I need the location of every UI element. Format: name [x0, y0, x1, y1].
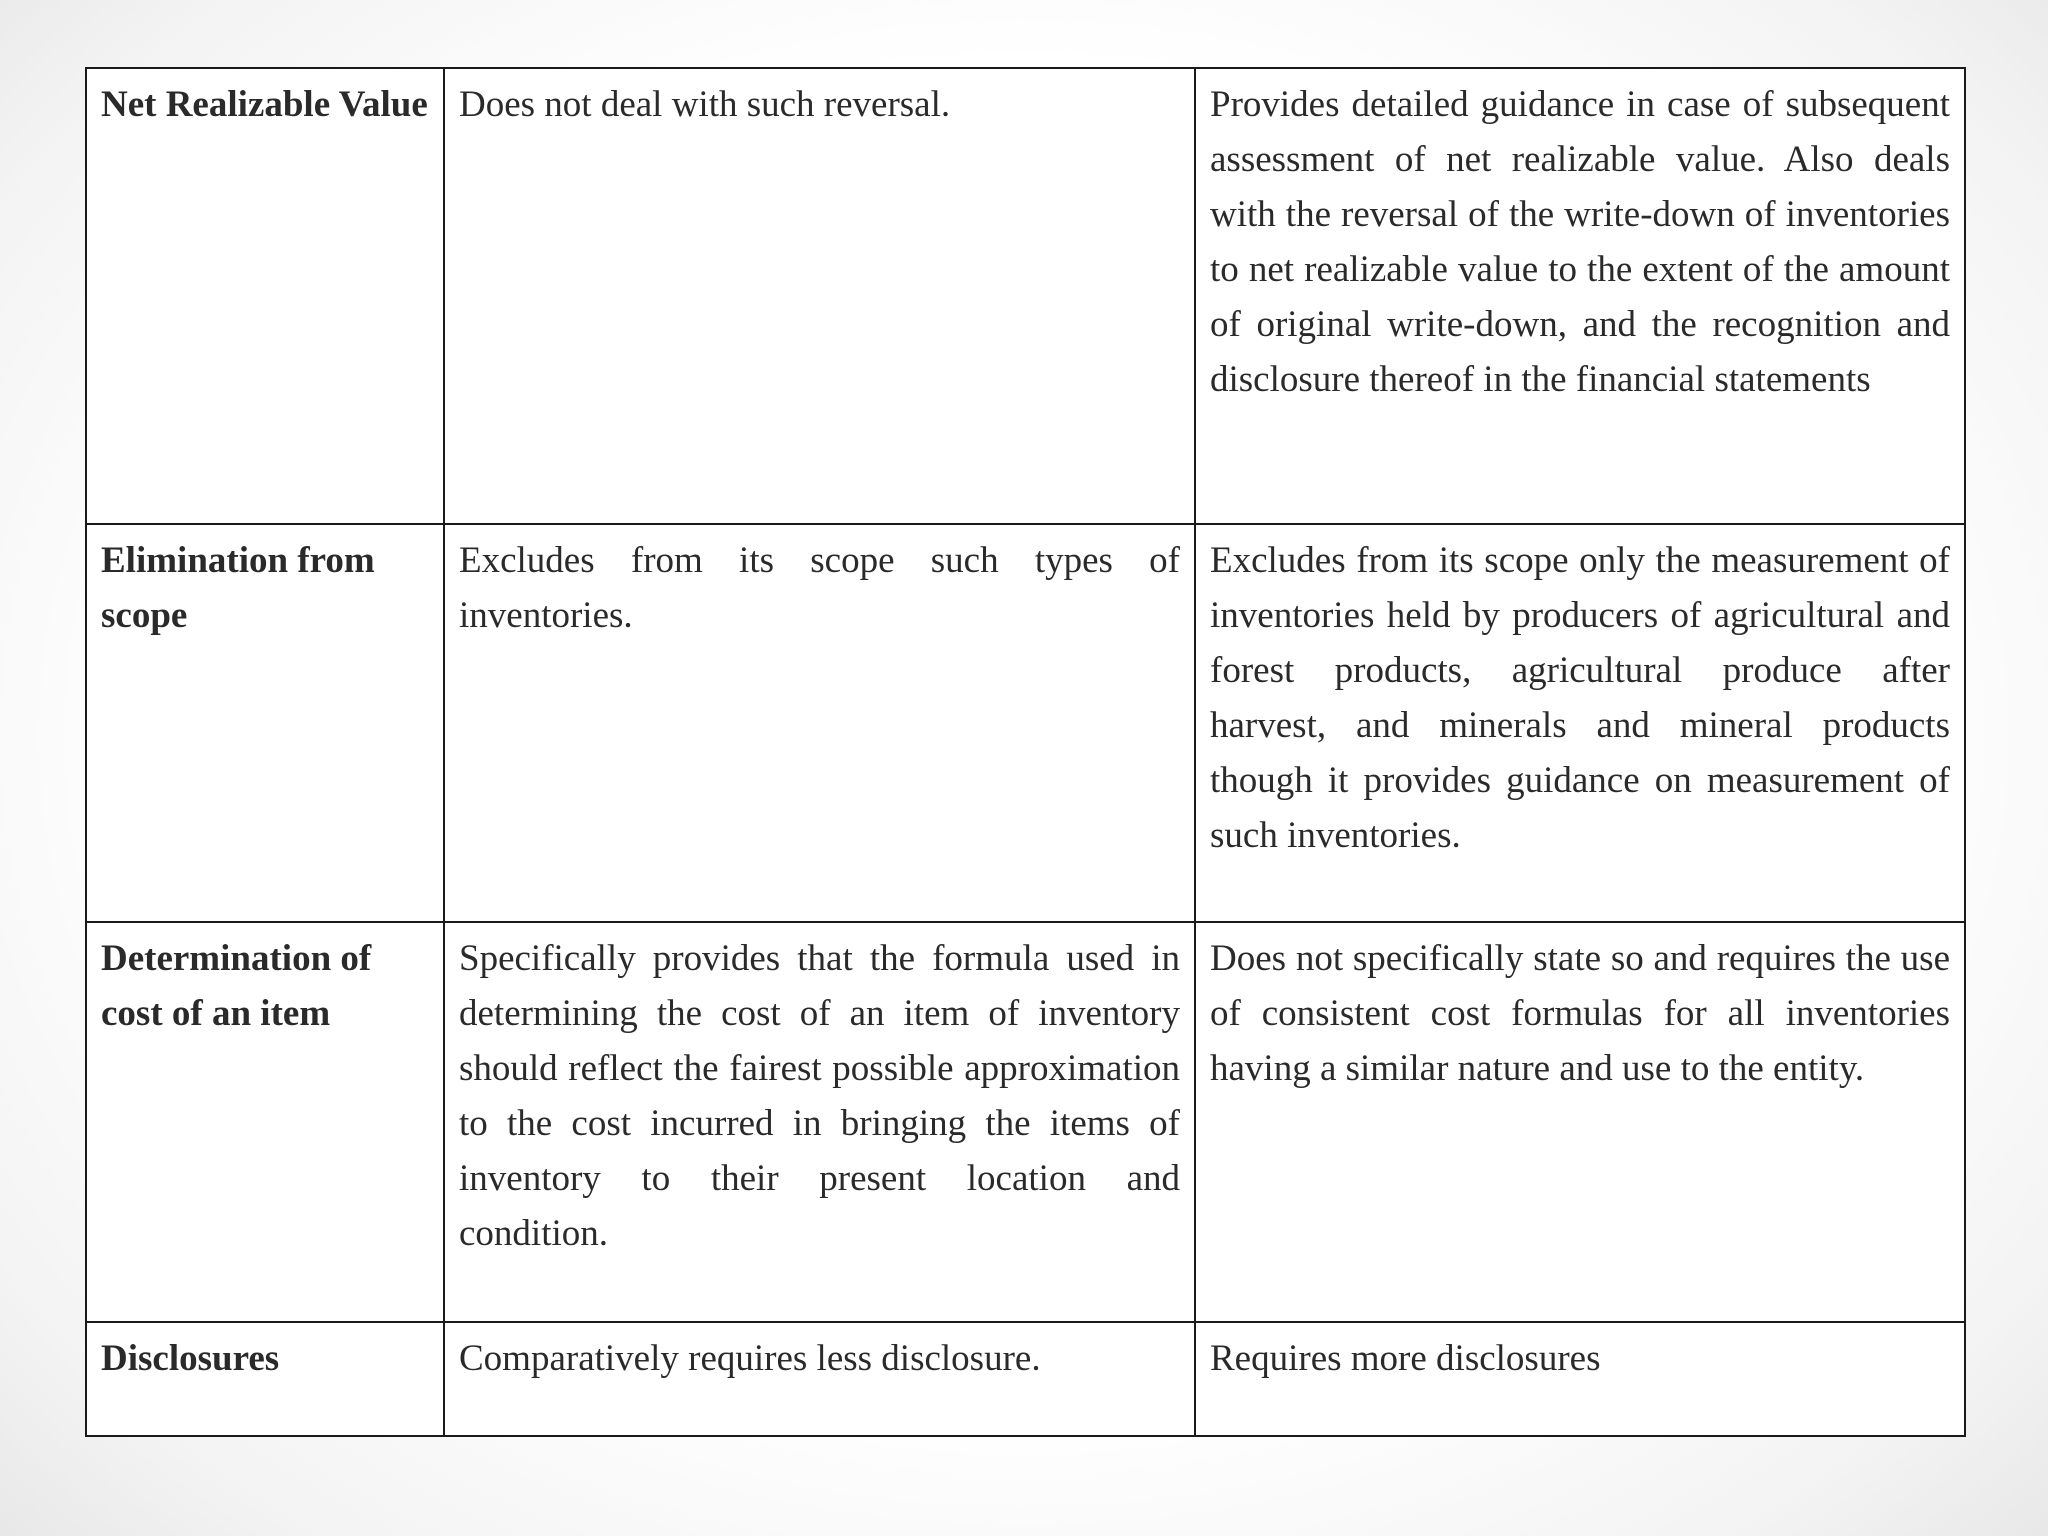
column-2-cell: Comparatively requires less disclosure. [444, 1322, 1195, 1436]
table-row-net-realizable-value [86, 68, 1965, 524]
table-row-determination-of-cost [86, 922, 1965, 1322]
column-2-cell: Specifically provides that the formula used in determining the cost of an item of inventory should reflect the fairest possible approximation to the cost incurred in bringing the items of inventory to their present location and condition. [444, 922, 1195, 1322]
table-row-elimination-from-scope [86, 524, 1965, 922]
table-row-disclosures [86, 1322, 1965, 1436]
row-label-cell: Disclosures [86, 1322, 444, 1436]
column-3-cell: Provides detailed guidance in case of subsequent assessment of net realizable value. Also deals with the reversal of the write-down of inventories to net realizable value to the extent of the amount of original write-down, and the recognition and disclosure thereof in the financial statements [1195, 68, 1965, 524]
column-2-cell: Excludes from its scope such types of inventories. [444, 524, 1195, 922]
column-2-cell: Does not deal with such reversal. [444, 68, 1195, 524]
row-label-cell: Determination of cost of an item [86, 922, 444, 1322]
column-3-cell: Excludes from its scope only the measurement of inventories held by producers of agricultural and forest products, agricultural produce after harvest, and minerals and mineral products though it provides guidance on measurement of such inventories. [1195, 524, 1965, 922]
row-label-cell: Net Realizable Value [86, 68, 444, 524]
comparison-table [85, 67, 1966, 1437]
row-label-cell: Elimination from scope [86, 524, 444, 922]
column-3-cell: Does not specifically state so and requires the use of consistent cost formulas for all inventories having a similar nature and use to the entity. [1195, 922, 1965, 1322]
column-3-cell: Requires more disclosures [1195, 1322, 1965, 1436]
